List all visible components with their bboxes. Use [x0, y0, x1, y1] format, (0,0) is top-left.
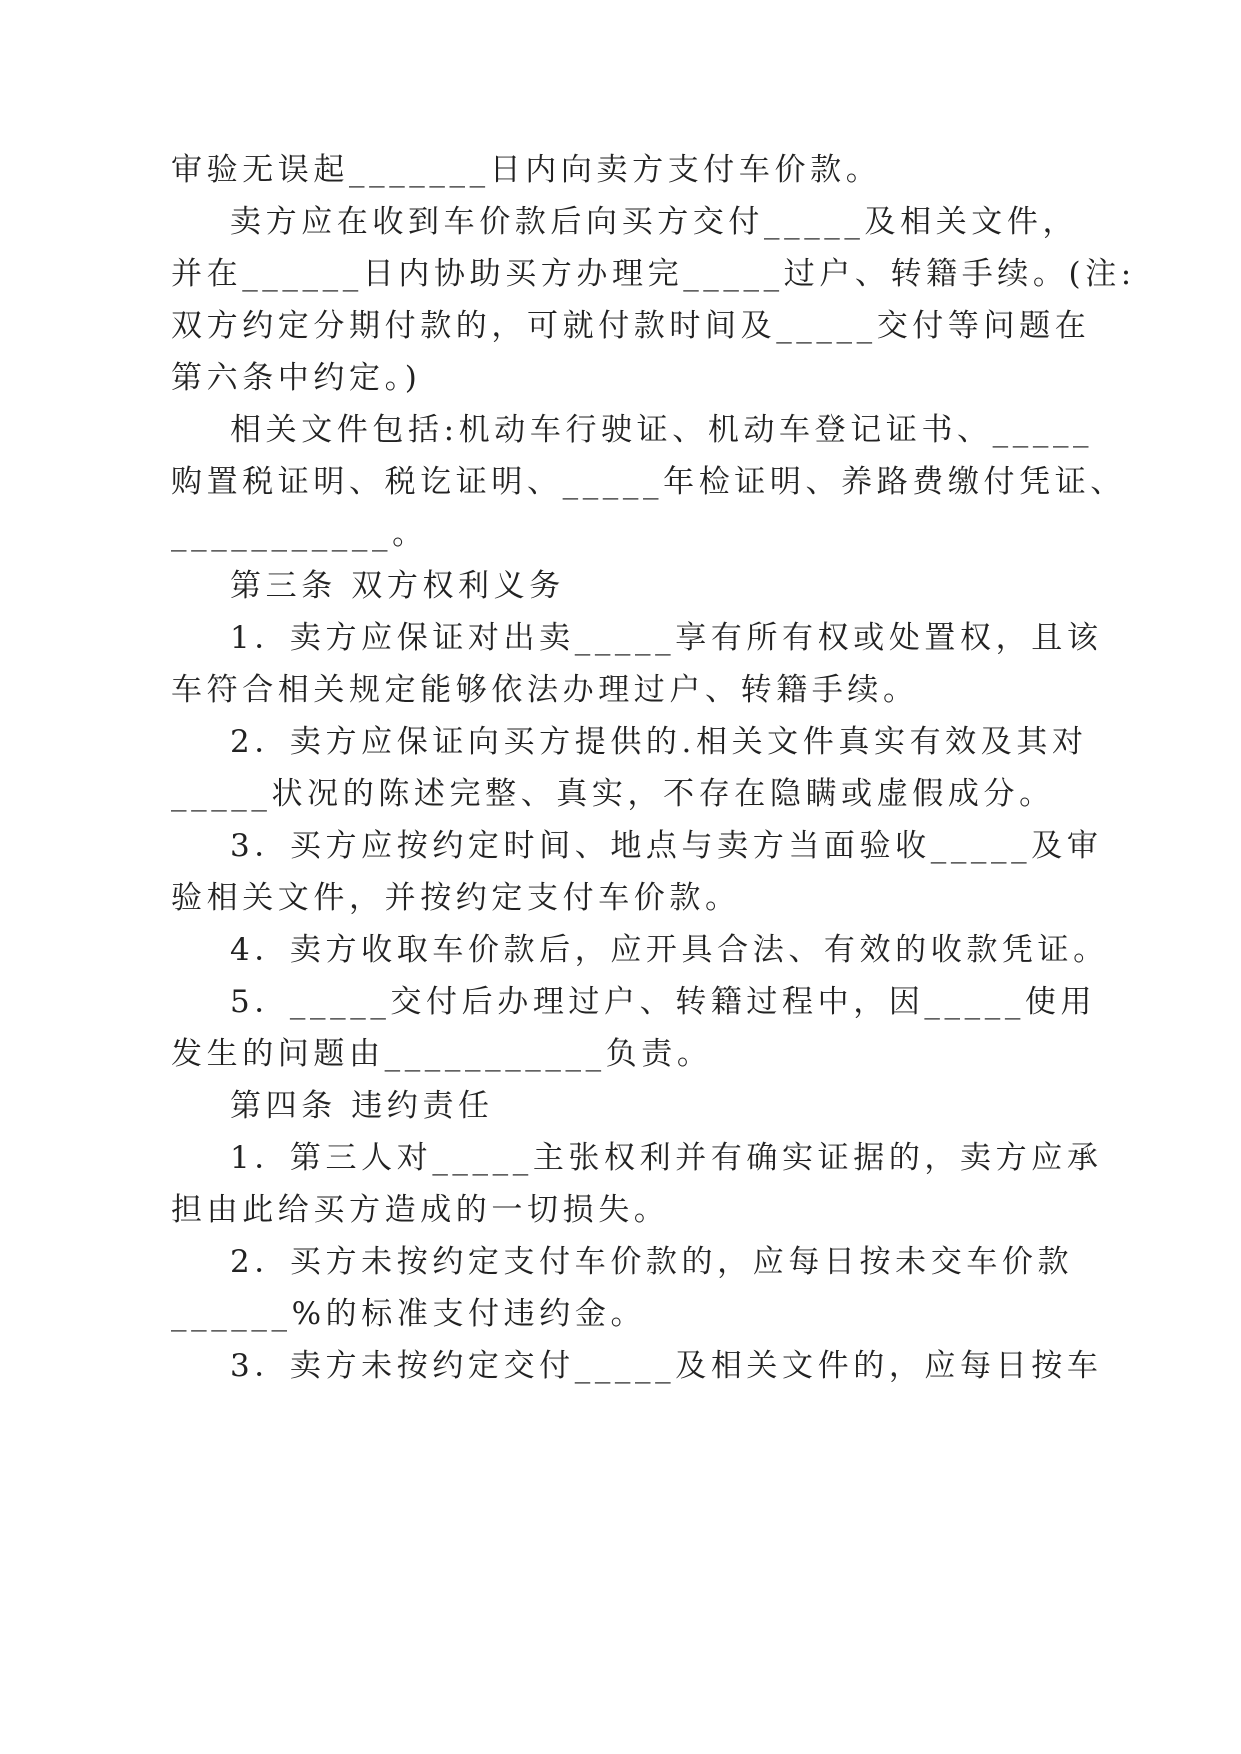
text-line: 5．_____交付后办理过户、转籍过程中，因_____使用: [230, 984, 1097, 1020]
text-line: 发生的问题由___________负责。: [171, 1036, 713, 1072]
text-line: 1．第三人对_____主张权利并有确实证据的，卖方应承: [230, 1140, 1103, 1176]
text-line: 车符合相关规定能够依法办理过户、转籍手续。: [171, 672, 919, 708]
text-line: 验相关文件，并按约定支付车价款。: [171, 880, 741, 916]
section-heading: 第四条 违约责任: [230, 1088, 494, 1124]
text-line: 相关文件包括:机动车行驶证、机动车登记证书、_____: [230, 412, 1094, 448]
text-line: _____状况的陈述完整、真实，不存在隐瞒或虚假成分。: [171, 776, 1055, 812]
text-line: 2．买方未按约定支付车价款的，应每日按未交车价款: [230, 1244, 1074, 1280]
text-line: 购置税证明、税讫证明、_____年检证明、养路费缴付凭证、: [171, 464, 1126, 500]
text-line: 3．买方应按约定时间、地点与卖方当面验收_____及审: [230, 828, 1103, 864]
text-line: 审验无误起_______日内向卖方支付车价款。: [171, 152, 882, 188]
text-line: ___________。: [171, 516, 428, 552]
text-line: 并在______日内协助买方办理完_____过户、转籍手续。(注:: [171, 256, 1136, 292]
text-line: 第六条中约定。): [171, 360, 422, 396]
text-line: 双方约定分期付款的，可就付款时间及_____交付等问题在: [171, 308, 1091, 344]
section-heading: 第三条 双方权利义务: [230, 568, 565, 604]
text-line: 担由此给买方造成的一切损失。: [171, 1192, 670, 1228]
text-line: 1．卖方应保证对出卖_____享有所有权或处置权，且该: [230, 620, 1103, 656]
text-line: ______%的标准支付违约金。: [171, 1296, 647, 1332]
text-line: 3．卖方未按约定交付_____及相关文件的，应每日按车: [230, 1348, 1103, 1384]
text-line: 卖方应在收到车价款后向买方交付_____及相关文件，: [230, 204, 1079, 240]
text-line: 2．卖方应保证向买方提供的.相关文件真实有效及其对: [230, 724, 1088, 760]
text-line: 4．卖方收取车价款后，应开具合法、有效的收款凭证。: [230, 932, 1109, 968]
